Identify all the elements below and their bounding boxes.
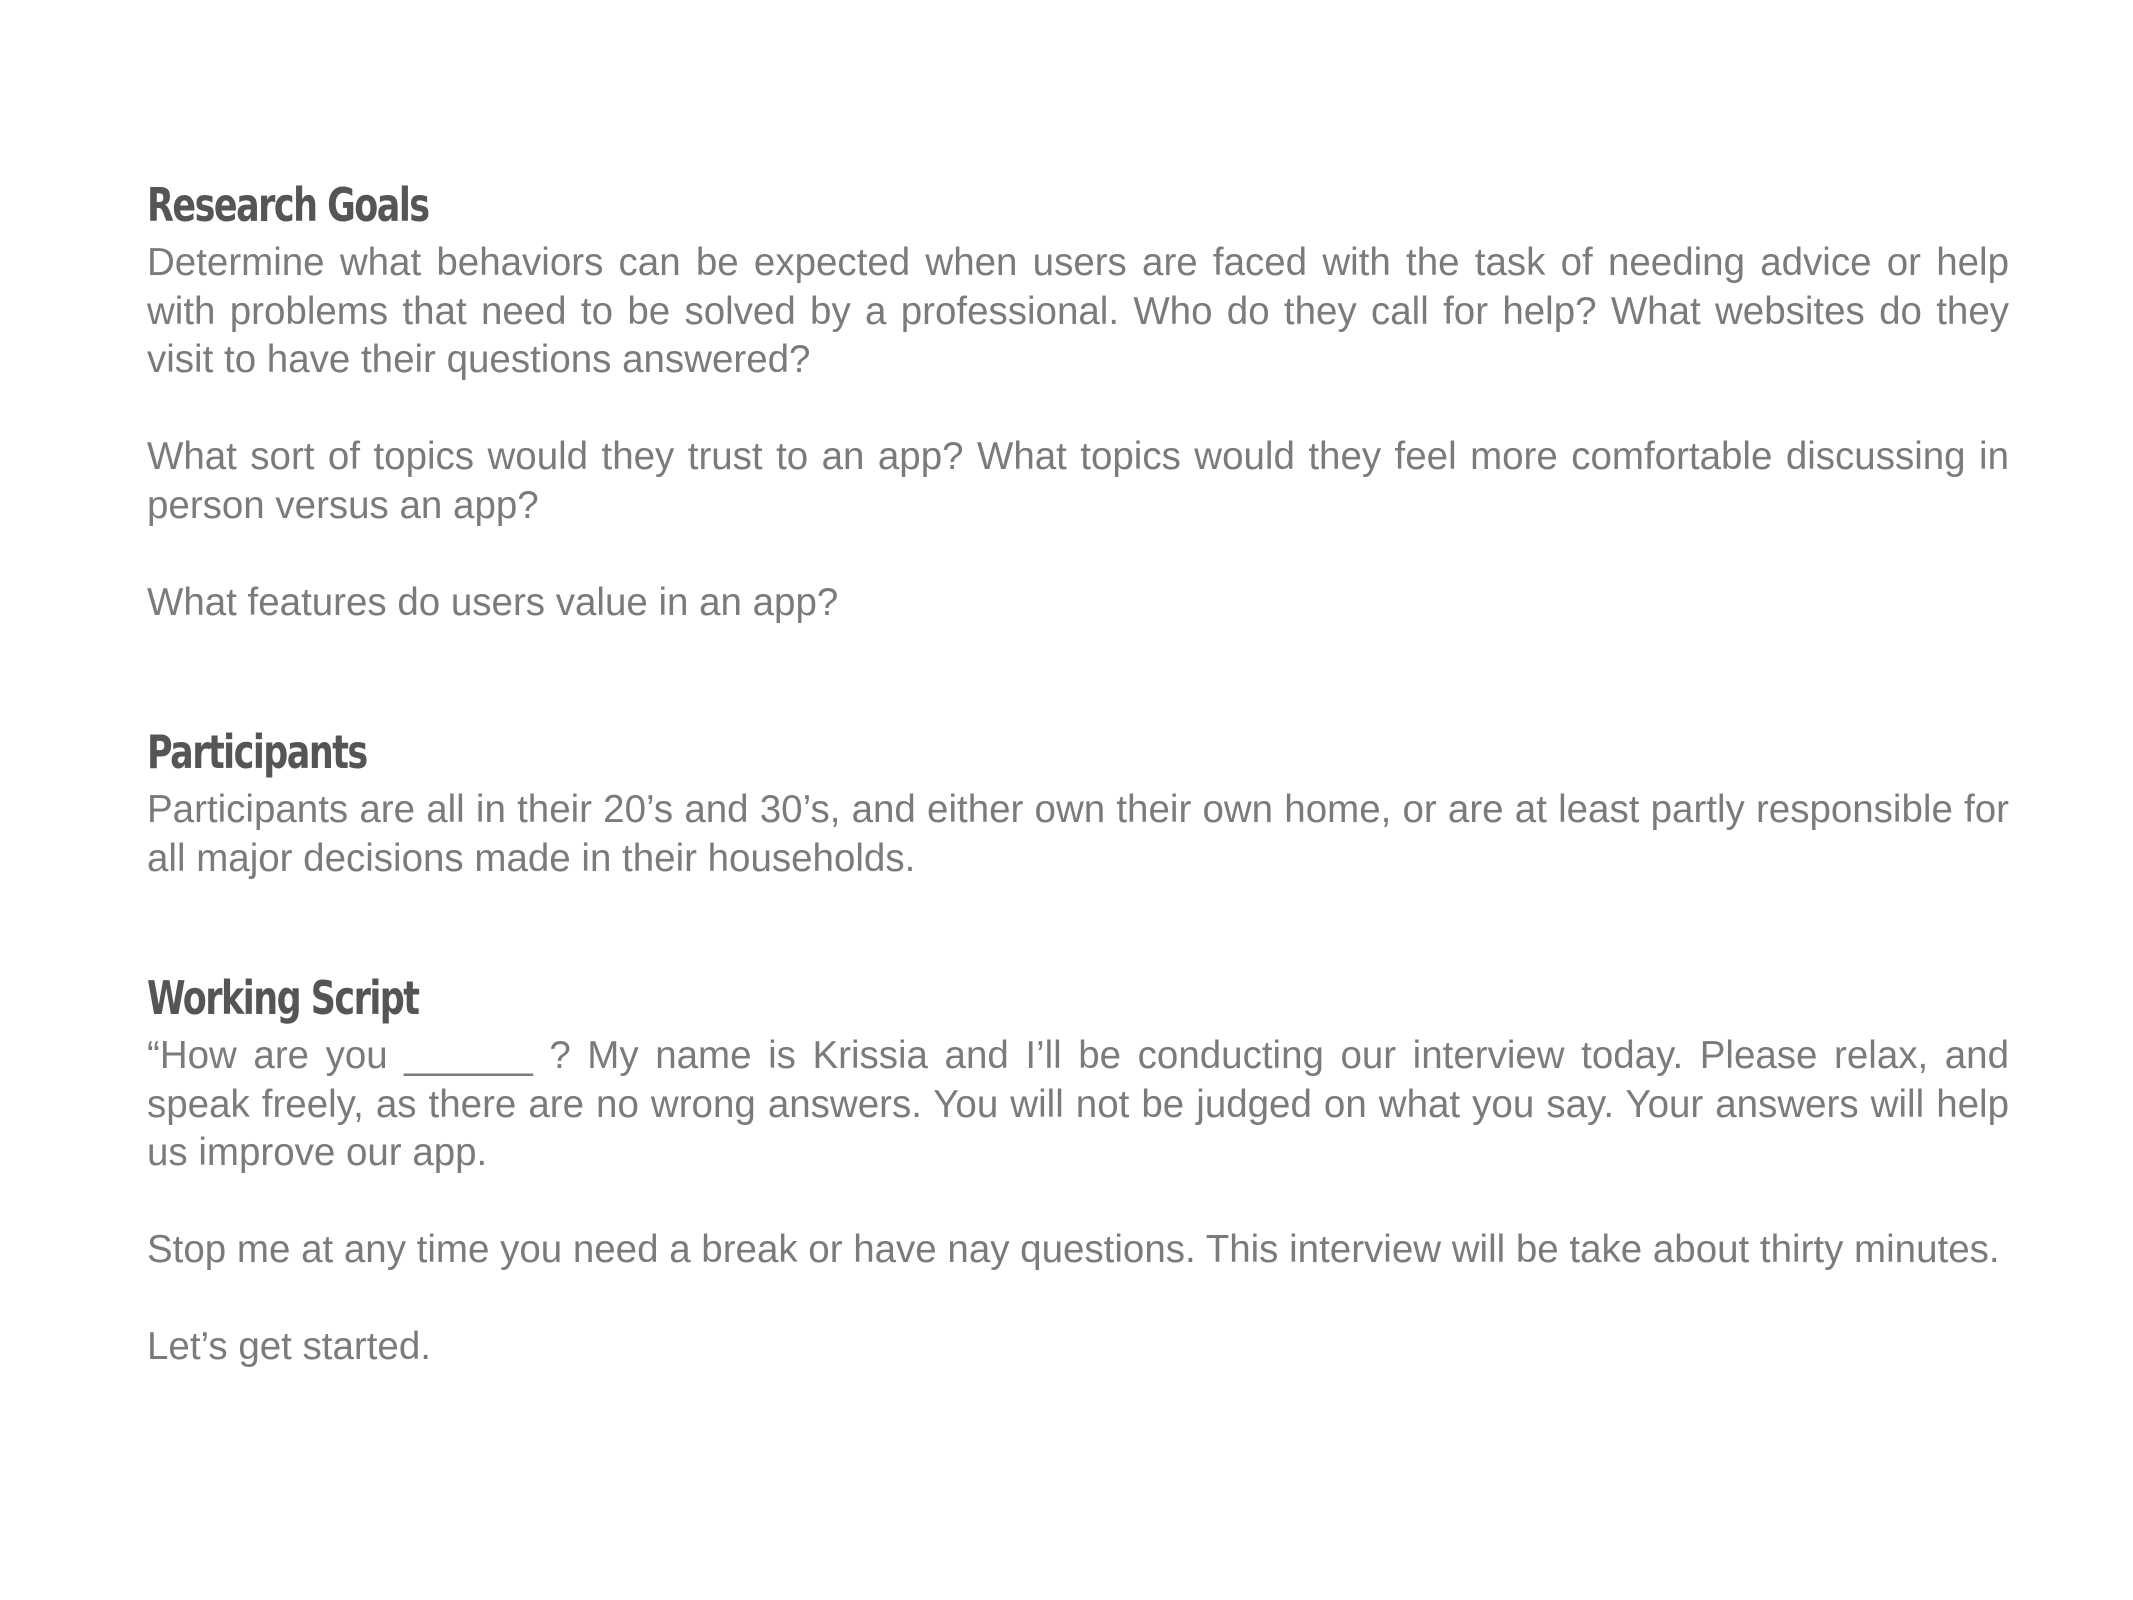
research-goals-heading: Research Goals bbox=[147, 178, 429, 232]
research-goals-body bbox=[147, 239, 2009, 627]
research-goals-paragraph: What sort of topics would they trust to an app? What topics would they feel more comfortable discussing in person versus an app? bbox=[147, 435, 2009, 527]
working-script-body bbox=[147, 1032, 2009, 1372]
working-script-paragraph: Stop me at any time you need a break or have nay questions. This interview will be take about thirty minutes. bbox=[147, 1228, 2000, 1271]
working-script-paragraph: “How are you ______ ? My name is Krissia and I’ll be conducting our interview today. Please relax, and speak freely, as there are no wrong answers. You will not be judged on what you say. Your answers will help us improve our app. bbox=[147, 1034, 2009, 1174]
working-script-section bbox=[147, 968, 2009, 1372]
working-script-paragraph: Let’s get started. bbox=[147, 1325, 431, 1368]
working-script-heading: Working Script bbox=[147, 971, 419, 1025]
research-goals-paragraph: Determine what behaviors can be expected when users are faced with the task of needing advice or help with problems that need to be solved by a professional. Who do they call for help? What websites do they visit to have their questions answered? bbox=[147, 241, 2009, 381]
participants-section bbox=[147, 722, 2009, 883]
research-goals-section bbox=[147, 175, 2009, 627]
participants-body bbox=[147, 786, 2009, 883]
participants-paragraph: Participants are all in their 20’s and 30’s, and either own their own home, or are at least partly responsible for all major decisions made in their households. bbox=[147, 788, 2009, 880]
participants-heading: Participants bbox=[147, 725, 367, 779]
research-goals-paragraph: What features do users value in an app? bbox=[147, 580, 839, 624]
